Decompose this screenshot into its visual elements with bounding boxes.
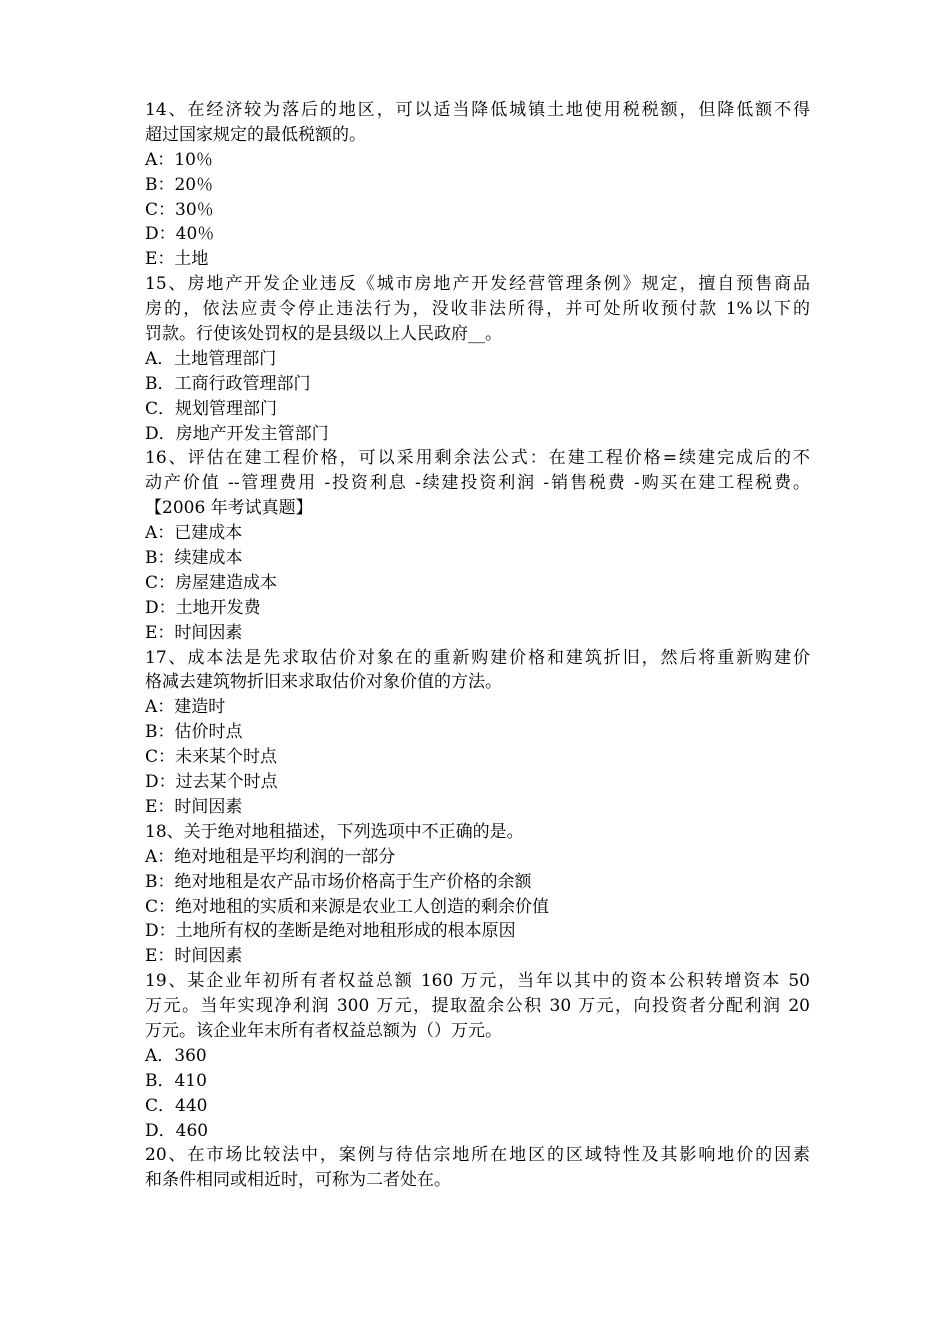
question-text-line: 和条件相同或相近时，可称为二者处在。 xyxy=(145,1170,451,1191)
question-text-line: 动产价值 --管理费用 -投资利息 -续建投资利润 -销售税费 -购买在建工程税费。 xyxy=(145,473,810,494)
option-e: E：土地 xyxy=(145,249,209,270)
option-d: D．房地产开发主管部门 xyxy=(145,423,329,444)
option-c: C：30％ xyxy=(145,199,214,220)
option-d: D：40％ xyxy=(145,224,215,245)
option-b: B．工商行政管理部门 xyxy=(145,373,311,394)
question-17 xyxy=(145,646,810,820)
option-e: E：时间因素 xyxy=(145,622,243,643)
question-text-line: 万元。该企业年末所有者权益总额为（）万元。 xyxy=(145,1020,502,1041)
question-list xyxy=(145,98,810,1193)
option-c: C：未来某个时点 xyxy=(145,747,278,768)
option-e: E：时间因素 xyxy=(145,946,243,967)
question-20 xyxy=(145,1143,810,1193)
option-b: B．410 xyxy=(145,1070,207,1091)
question-text-line: 18、关于绝对地租描述，下列选项中不正确的是。 xyxy=(145,821,524,842)
question-16 xyxy=(145,446,810,645)
question-text-line: 16、评估在建工程价格，可以采用剩余法公式：在建工程价格=续建完成后的不 xyxy=(145,448,810,469)
option-d: D：土地所有权的垄断是绝对地租形成的根本原因 xyxy=(145,921,516,942)
option-c: C：房屋建造成本 xyxy=(145,572,278,593)
question-text-line: 17、成本法是先求取估价对象在的重新购建价格和建筑折旧，然后将重新购建价 xyxy=(145,647,810,668)
question-text-line: 【2006 年考试真题】 xyxy=(145,498,313,519)
question-text-line: 15、房地产开发企业违反《城市房地产开发经营管理条例》规定，擅自预售商品 xyxy=(145,274,810,295)
option-d: D：过去某个时点 xyxy=(145,772,278,793)
question-text-line: 格减去建筑物折旧来求取估价对象价值的方法。 xyxy=(145,672,502,693)
option-a: A．土地管理部门 xyxy=(145,348,277,369)
question-text-line: 20、在市场比较法中，案例与待估宗地所在地区的区域特性及其影响地价的因素 xyxy=(145,1145,810,1166)
question-15 xyxy=(145,272,810,446)
option-c: C：绝对地租的实质和来源是农业工人创造的剩余价值 xyxy=(145,896,550,917)
question-text-line: 超过国家规定的最低税额的。 xyxy=(145,124,366,145)
option-d: D．460 xyxy=(145,1120,209,1141)
option-a: A．360 xyxy=(145,1045,207,1066)
option-a: A：建造时 xyxy=(145,697,226,718)
option-a: A：已建成本 xyxy=(145,523,243,544)
option-d: D：土地开发费 xyxy=(145,597,261,618)
option-c: C．规划管理部门 xyxy=(145,398,278,419)
option-a: A：10％ xyxy=(145,149,213,170)
question-14 xyxy=(145,98,810,272)
option-b: B：20％ xyxy=(145,174,214,195)
option-b: B：绝对地租是农产品市场价格高于生产价格的余额 xyxy=(145,871,532,892)
question-text-line: 14、在经济较为落后的地区，可以适当降低城镇土地使用税税额，但降低额不得 xyxy=(145,100,810,120)
option-c: C．440 xyxy=(145,1095,208,1116)
question-text-line: 19、某企业年初所有者权益总额 160 万元，当年以其中的资本公积转增资本 50 xyxy=(145,971,810,992)
option-a: A：绝对地租是平均利润的一部分 xyxy=(145,846,396,867)
question-text-line: 万元。当年实现净利润 300 万元，提取盈余公积 30 万元，向投资者分配利润 20 xyxy=(145,996,810,1017)
option-b: B：续建成本 xyxy=(145,548,243,569)
option-e: E：时间因素 xyxy=(145,796,243,817)
question-18 xyxy=(145,820,810,969)
option-b: B：估价时点 xyxy=(145,722,243,743)
question-19 xyxy=(145,969,810,1143)
question-text-line: 罚款。行使该处罚权的是县级以上人民政府__。 xyxy=(145,324,502,345)
question-text-line: 房的，依法应责令停止违法行为，没收非法所得，并可处所收预付款 1%以下的 xyxy=(145,299,810,320)
